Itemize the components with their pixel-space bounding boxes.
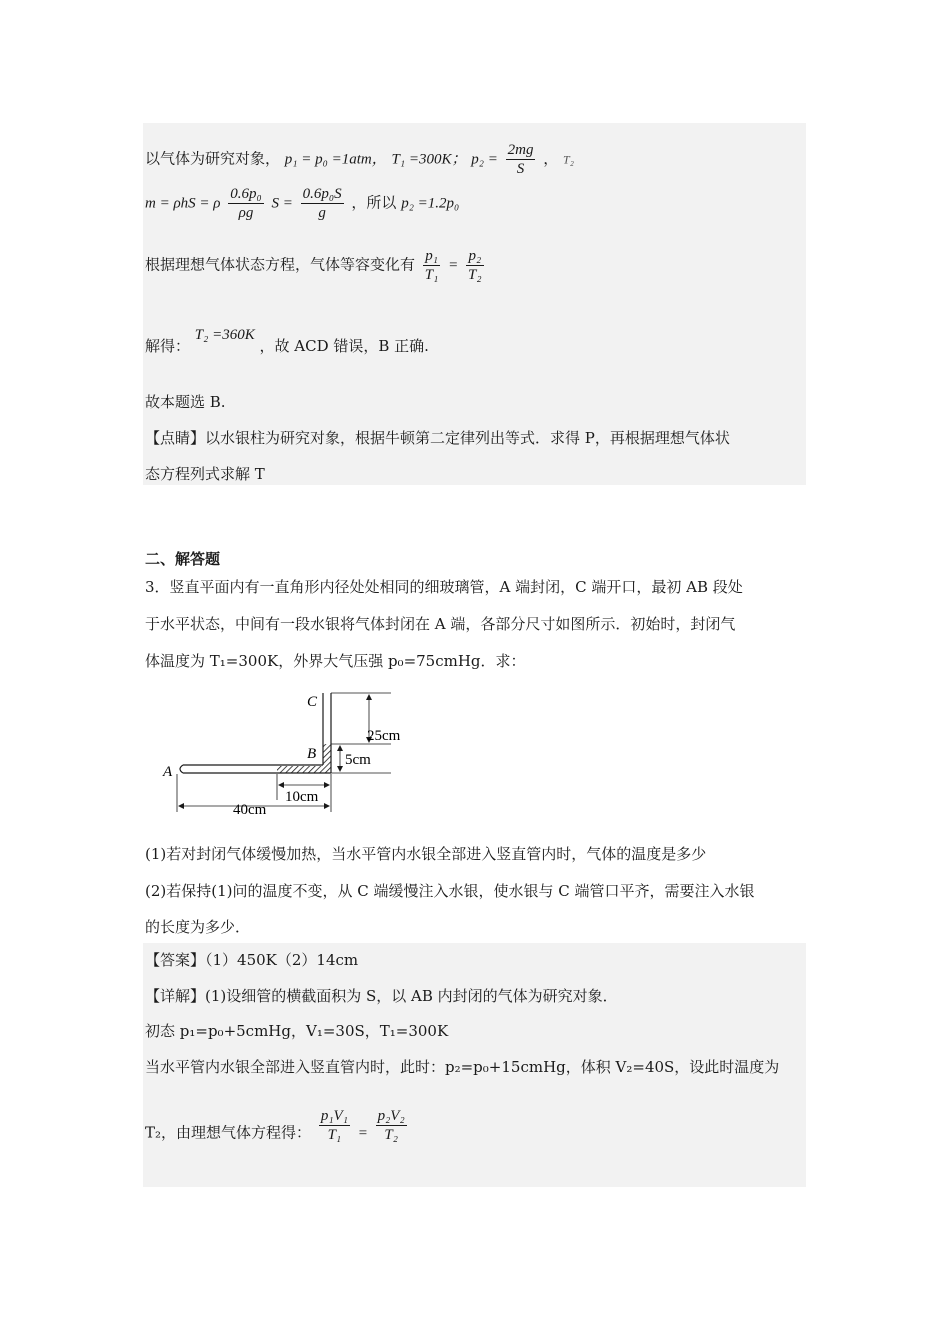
solution-line-3-text: 根据理想气体状态方程，气体等容变化有 [145, 255, 416, 274]
final-state-line: 当水平管内水银全部进入竖直管内时，此时：p₂=p₀+15cmHg，体积 V₂=40S，设此时温度为 [145, 1058, 780, 1076]
eq-t2: T₂ [563, 152, 574, 167]
label-b: B [307, 746, 317, 762]
section-title: 二、解答题 [145, 550, 221, 568]
eq-t1: T₁ =300K； [391, 151, 467, 168]
solution-line-4 [145, 327, 429, 356]
question-line-3: 体温度为 T₁=300K，外界大气压强 p₀=75cmHg．求： [145, 652, 526, 670]
label-10cm: 10cm [285, 789, 319, 805]
label-c: C [307, 694, 318, 710]
fraction-p2-t2: $\frac{\text{p₂}}{\text{T₂}}$ [468, 248, 482, 283]
equation-prefix: T₂，由理想气体方程得： [145, 1123, 312, 1142]
fraction-p2v2-t2: $\frac{\text{p₂V₂}}{\text{T₂}}$ [377, 1108, 405, 1143]
eq-p2-result: p₂ =1.2p₀ [401, 195, 460, 212]
question-line-1: 3．竖直平面内有一直角形内径处处相同的细玻璃管，A 端封闭，C 端开口，最初 AB 段处 [145, 578, 743, 596]
question-line-2: 于水平状态，中间有一段水银将气体封闭在 A 端，各部分尺寸如图所示．初始时，封闭气 [145, 615, 736, 633]
fraction-p1-t1: $\frac{\text{p₁}}{\text{T₁}}$ [424, 248, 439, 283]
solution-line-4-suffix: ，故 ACD 错误，B 正确. [259, 337, 429, 355]
solution-note-line-1: 【点睛】以水银柱为研究对象，根据牛顿第二定律列出等式．求得 P，再根据理想气体状 [145, 429, 730, 447]
solution-line-3: 根据理想气体状态方程，气体等容变化有 $\frac{\text{p₁}}{\text{T₁}}$ = $\frac{\text{p₂}}{\text{T₂}}$ [145, 248, 482, 283]
fraction-06p0-rhog: $\frac{\text{0.6p₀}}{\rho g}$ [230, 186, 262, 221]
part-2-line-1: (2)若保持(1)问的温度不变，从 C 端缓慢注入水银，使水银与 C 端管口平齐，需要注入水银 [145, 882, 755, 900]
solution-line-1: 以气体为研究对象， p₁ = p₀ =1atm， T₁ =300K； p₂ = $\frac{2mg}{S}$ ， T₂ [145, 142, 574, 177]
answer-block [143, 943, 806, 1187]
eq-m-lhs: m = ρhS = ρ [145, 195, 221, 212]
solution-line-2 [145, 185, 459, 222]
solution-line-2-suffix: ，所以 [351, 193, 397, 212]
solution-block [143, 123, 806, 485]
solution-line-1-prefix: 以气体为研究对象， [145, 149, 281, 168]
fraction-2mg-s: $\frac{2mg}{S}$ [507, 142, 534, 177]
solution-line-5: 故本题选 B. [145, 393, 226, 411]
label-a: A [163, 764, 173, 780]
solution-line-4-prefix: 解得： [145, 337, 191, 355]
eq-p2-lhs: p₂ = [471, 151, 498, 168]
fraction-p1v1-t1: $\frac{\text{p₁V₁}}{\text{T₁}}$ [320, 1108, 348, 1143]
eq-p1-p0: p₁ = p₀ =1atm， [284, 151, 387, 168]
part-2-line-2: 的长度为多少． [145, 918, 251, 936]
equation-line: T₂，由理想气体方程得： $\frac{\text{p₁V₁}}{\text{T₁}}$ = $\frac{\text{p₂V₂}}{\text{T₂}}$ [145, 1108, 405, 1143]
eq-t2-result: T₂ =360K [194, 327, 255, 343]
fraction-06p0s-g: $\frac{\text{0.6p₀S}}{g}$ [302, 186, 342, 221]
eq-m-mid: S = [271, 195, 293, 212]
label-5cm: 5cm [345, 752, 371, 768]
solution-note-line-2: 态方程列式求解 T [145, 465, 265, 483]
initial-state-line: 初态 p₁=p₀+5cmHg，V₁=30S，T₁=300K [145, 1022, 449, 1040]
tube-diagram [155, 688, 425, 816]
mercury-horizontal [277, 766, 323, 773]
label-25cm: 25cm [367, 728, 401, 744]
detail-line: 【详解】(1)设细管的横截面积为 S，以 AB 内封闭的气体为研究对象． [145, 987, 618, 1005]
part-1: (1)若对封闭气体缓慢加热，当水平管内水银全部进入竖直管内时，气体的温度是多少 [145, 845, 707, 863]
mercury-vertical [323, 744, 331, 773]
answer-line: 【答案】（1）450K（2）14cm [145, 951, 359, 969]
label-40cm: 40cm [233, 802, 267, 816]
